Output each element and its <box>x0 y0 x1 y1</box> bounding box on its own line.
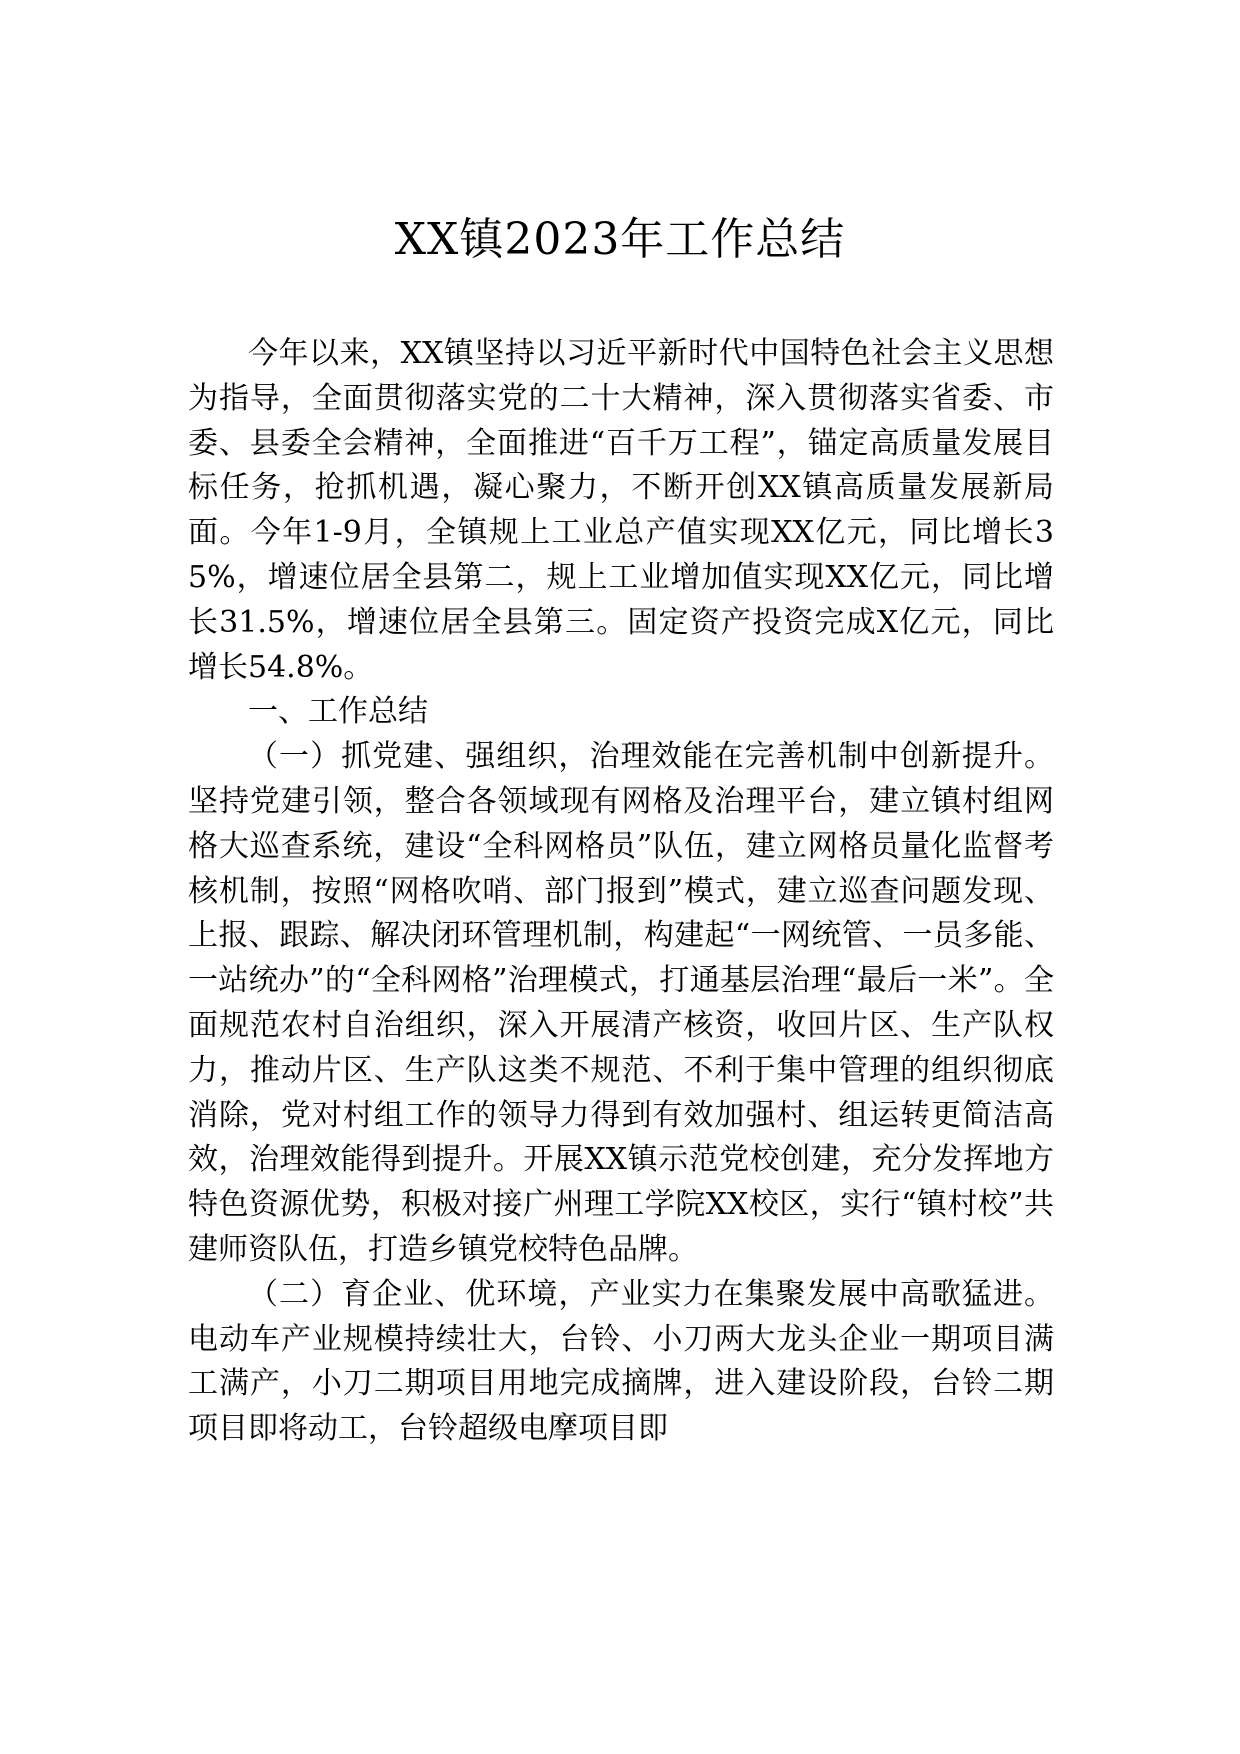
section-paragraph-party-building: （一）抓党建、强组织，治理效能在完善机制中创新提升。坚持党建引领，整合各领域现有网格及治理平台，建立镇村组网格大巡查系统，建设“全科网格员”队伍，建立网格员量化监督考核机制，按照“网格吹哨、部门报到”模式，建立巡查问题发现、上报、跟踪、解决闭环管理机制，构建起“一网统管、一员多能、一站统办”的“全科网格”治理模式，打通基层治理“最后一米”。全面规范农村自治组织，深入开展清产核资，收回片区、生产队权力，推动片区、生产队这类不规范、不利于集中管理的组织彻底消除，党对村组工作的领导力得到有效加强村、组运转更简洁高效，治理效能得到提升。开展XX镇示范党校创建，充分发挥地方特色资源优势，积极对接广州理工学院XX校区，实行“镇村校”共建师资队伍，打造乡镇党校特色品牌。 <box>188 739 1054 1267</box>
document-body <box>188 332 1054 1452</box>
section-heading-work-summary: 一、工作总结 <box>248 694 428 730</box>
section-paragraph-industry: （二）育企业、优环境，产业实力在集聚发展中高歌猛进。电动车产业规模持续壮大，台铃、小刀两大龙头企业一期项目满工满产，小刀二期项目用地完成摘牌，进入建设阶段，台铃二期项目即将动工，台铃超级电摩项目即 <box>188 1276 1054 1447</box>
document-title: XX镇2023年工作总结 <box>394 214 846 265</box>
intro-paragraph: 今年以来，XX镇坚持以习近平新时代中国特色社会主义思想为指导，全面贯彻落实党的二十大精神，深入贯彻落实省委、市委、县委全会精神，全面推进“百千万工程”，锚定高质量发展目标任务，抢抓机遇，凝心聚力，不断开创XX镇高质量发展新局面。今年1-9月，全镇规上工业总产值实现XX亿元，同比增长35%，增速位居全县第二，规上工业增加值实现XX亿元，同比增长31.5%，增速位居全县第三。固定资产投资完成X亿元，同比增长54.8%。 <box>188 336 1054 685</box>
